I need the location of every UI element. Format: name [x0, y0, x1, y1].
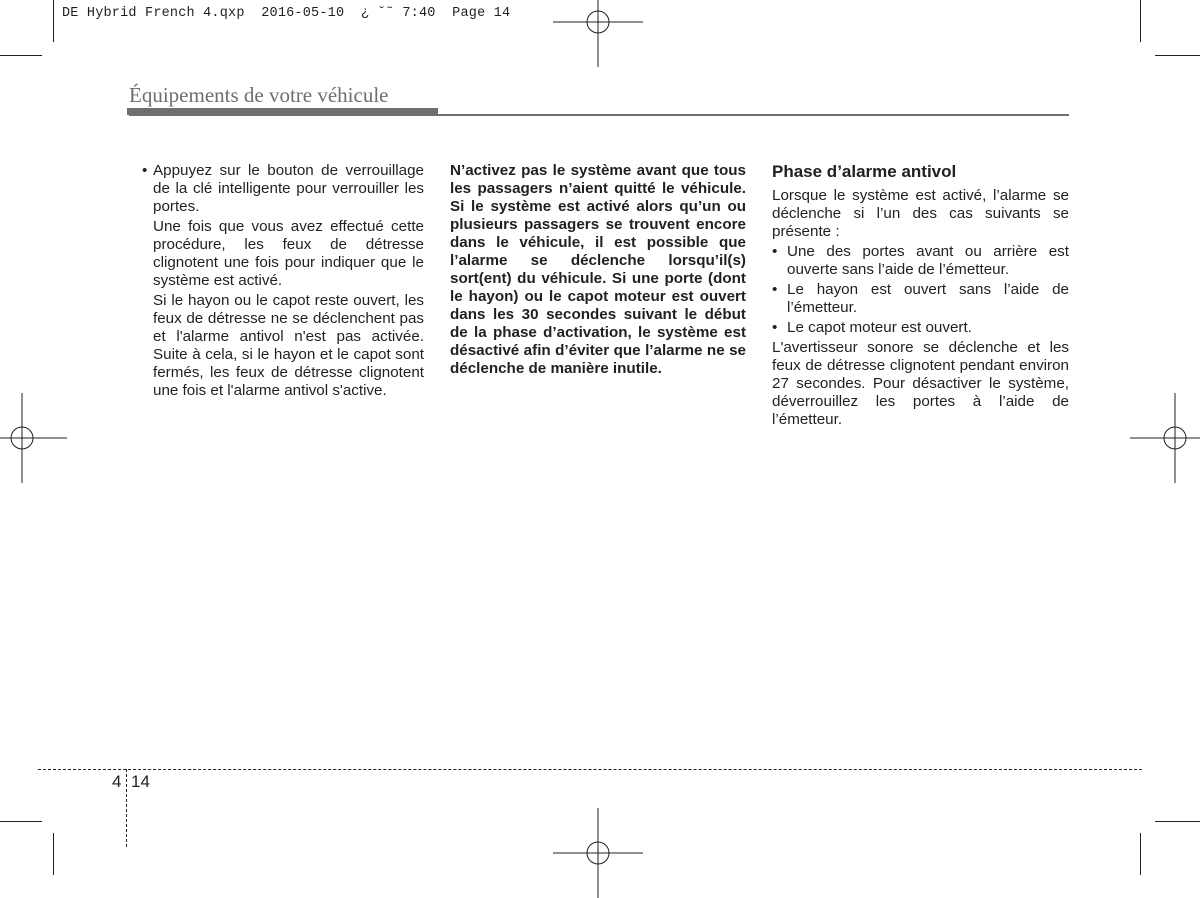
bullet-marker: •: [772, 243, 778, 260]
bullet-text: Une des portes avant ou arrière est ouverte sans l’aide de l’émetteur.: [787, 243, 1069, 278]
paragraph: Si le hayon ou le capot reste ouvert, les feux de détresse ne se déclenchent pas et l'alarme antivol n'est pas activée. Suite à cela, si le hayon et le capot sont fermés, les feux de détresse clignotent une fois et l'alarme antivol s'active.: [153, 292, 424, 399]
crop-mark-icon: [0, 821, 42, 822]
list-item: [772, 319, 1069, 337]
registration-mark-icon: [0, 393, 67, 483]
section-title: Équipements de votre véhicule: [129, 83, 389, 107]
bullet-text: Le hayon est ouvert sans l’aide de l’émetteur.: [787, 281, 1069, 316]
bullet-marker: •: [142, 162, 148, 179]
title-rule: [129, 114, 1069, 116]
footer-rule: [38, 769, 1142, 770]
chapter-number: 4: [112, 772, 122, 791]
crop-mark-icon: [1140, 0, 1141, 42]
column-alarm-phase: [772, 162, 1069, 429]
column-instructions: [142, 162, 424, 400]
list-item: [142, 162, 424, 216]
page-number: 14: [131, 772, 150, 791]
crop-mark-icon: [0, 55, 42, 56]
crop-mark-icon: [1155, 55, 1200, 56]
crop-mark-icon: [1155, 821, 1200, 822]
registration-mark-icon: [553, 0, 643, 67]
list-item: [772, 281, 1069, 317]
print-slug-line: DE Hybrid French 4.qxp 2016-05-10 ¿ ˘˜ 7:40 Page 14: [62, 6, 511, 21]
bullet-text: Appuyez sur le bouton de verrouillage de la clé intelligente pour verrouiller les portes.: [153, 162, 424, 215]
section-heading: Phase d’alarme antivol: [772, 162, 957, 181]
column-warning: [450, 162, 746, 378]
list-item: [772, 243, 1069, 279]
paragraph: Une fois que vous avez effectué cette procédure, les feux de détresse clignotent une fois pour indiquer que le système est activé.: [153, 218, 424, 289]
crop-mark-icon: [53, 0, 54, 42]
registration-mark-icon: [553, 808, 643, 898]
crop-mark-icon: [53, 833, 54, 875]
warning-paragraph: N’activez pas le système avant que tous les passagers n’aient quitté le véhicule. Si le système est activé alors qu’un ou plusieurs passagers se trouvent encore dans le véhicule, il est possible que l’alarme se déclenche lorsqu’il(s) sort(ent) du véhicule. Si une porte (dont le hayon) ou le capot moteur est ouvert dans les 30 secondes suivant le début de la phase d’activation, le système est désactivé afin d’éviter que l’alarme ne se déclenche de manière inutile.: [450, 162, 746, 377]
paragraph: Lorsque le système est activé, l’alarme se déclenche si l’un des cas suivants se présente :: [772, 187, 1069, 240]
footer-divider: [126, 769, 127, 847]
bullet-marker: •: [772, 281, 778, 298]
bullet-marker: •: [772, 319, 778, 336]
bullet-text: Le capot moteur est ouvert.: [787, 319, 972, 336]
paragraph: L'avertisseur sonore se déclenche et les feux de détresse clignotent pendant environ 27 secondes. Pour désactiver le système, déverrouillez les portes à l’aide de l’émetteur.: [772, 339, 1069, 428]
registration-mark-icon: [1130, 393, 1200, 483]
crop-mark-icon: [1140, 833, 1141, 875]
